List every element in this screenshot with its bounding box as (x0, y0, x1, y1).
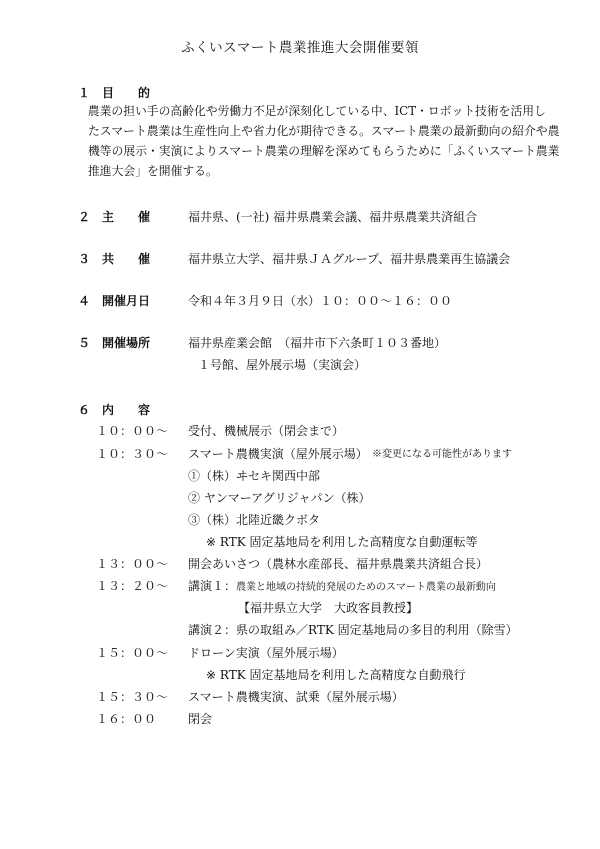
schedule-time: １５：００～ (96, 646, 169, 660)
section-label-organizer: 主 催 (102, 210, 151, 224)
section-number-cosponsor: ３ (78, 252, 91, 266)
date-value: 令和４年３月９日（水）１０：００～１６：００ (188, 294, 453, 308)
organizer-value: 福井県、(一社) 福井県農業会議、福井県農業共済組合 (188, 210, 478, 224)
schedule-time: １５：３０～ (96, 690, 169, 704)
purpose-text-line: たスマート農業は生産性向上や省力化が期待できる。スマート農業の最新動向の紹介や農 (88, 124, 560, 138)
schedule-desc: 講演２：県の取組み／RTK 固定基地局の多目的利用（除雪） (188, 623, 518, 637)
venue-line-2: １号館、屋外展示場（実演会） (198, 358, 367, 372)
schedule-time: １０：００～ (96, 424, 169, 438)
schedule-desc: ①（株）ヰセキ関西中部 (188, 469, 321, 483)
schedule-time: １３：２０～ (96, 579, 169, 593)
schedule-desc: スマート農機実演、試乗（屋外展示場） (188, 690, 404, 704)
schedule-desc: ※ RTK 固定基地局を利用した高精度な自動運転等 (206, 535, 478, 549)
section-number-venue: ５ (78, 336, 91, 350)
section-label-purpose: 目 的 (102, 86, 151, 100)
schedule-desc (188, 578, 496, 596)
section-number-content: ６ (78, 403, 91, 417)
schedule-note: ※変更になる可能性があります (372, 449, 512, 460)
schedule-desc: 受付、機械展示（閉会まで） (188, 424, 345, 438)
section-number-organizer: ２ (78, 210, 91, 224)
section-label-date: 開催月日 (102, 294, 151, 308)
schedule-desc: 閉会 (188, 712, 213, 726)
schedule-desc: 【福井県立大学 大政客員教授】 (238, 601, 419, 615)
schedule-desc: ② ヤンマーアグリジャパン（株） (188, 491, 371, 505)
schedule-desc: ドローン実演（屋外展示場） (188, 646, 344, 660)
schedule-time: １６：００ (96, 712, 157, 726)
section-label-venue: 開催場所 (102, 336, 151, 350)
schedule-desc: ③（株）北陸近畿クボタ (188, 513, 321, 527)
section-label-content: 内 容 (102, 403, 151, 417)
section-number-purpose: １ (78, 86, 91, 100)
page-title: ふくいスマート農業推進大会開催要領 (181, 40, 419, 56)
schedule-desc: スマート農機実演（屋外展示場） (188, 447, 368, 461)
cosponsor-value: 福井県立大学、福井県ＪＡグループ、福井県農業再生協議会 (188, 252, 511, 266)
section-number-date: ４ (78, 294, 91, 308)
schedule-desc-prefix: 講演１： (188, 579, 237, 593)
purpose-text-line: 推進大会」を開催する。 (88, 164, 218, 178)
schedule-desc: ※ RTK 固定基地局を利用した高精度な自動飛行 (206, 668, 466, 682)
schedule-desc-small: 農業と地域の持続的発展のためのスマート農業の最新動向 (236, 582, 496, 593)
purpose-text-line: 機等の展示・実演によりスマート農業の理解を深めてもらうために「ふくいスマート農業 (88, 144, 560, 158)
purpose-text-line: 農業の担い手の高齢化や労働力不足が深刻化している中、ICT・ロボット技術を活用し (76, 104, 546, 118)
schedule-time: １３：００～ (96, 557, 169, 571)
schedule-desc: 開会あいさつ（農林水産部長、福井県農業共済組合長） (188, 557, 489, 571)
section-label-cosponsor: 共 催 (102, 252, 151, 266)
venue-line-1: 福井県産業会館 （福井市下六条町１０３番地） (188, 336, 447, 350)
schedule-time: １０：３０～ (96, 447, 169, 461)
